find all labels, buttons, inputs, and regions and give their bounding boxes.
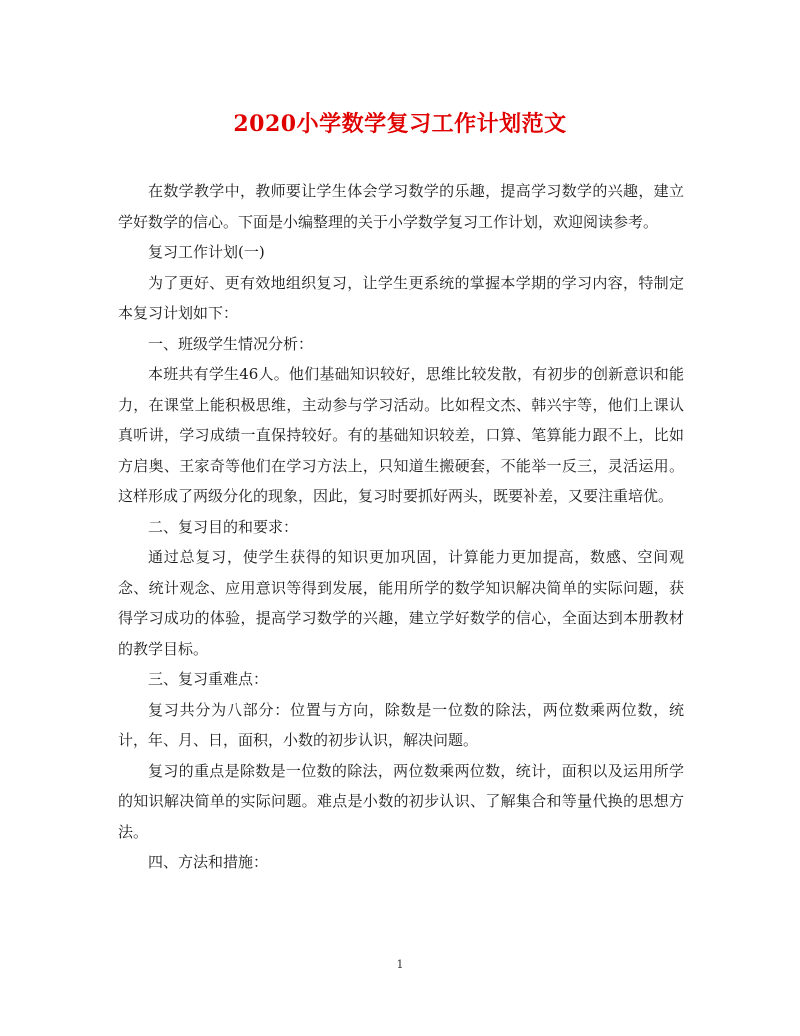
- document-title: 2020小学数学复习工作计划范文: [233, 111, 567, 137]
- paragraph-intro: 在数学教学中，教师要让学生体会学习数学的乐趣，提高学习数学的兴趣，建立学好数学的信心。下面是小编整理的关于小学数学复习工作计划，欢迎阅读参考。: [118, 182, 684, 231]
- heading-key-points: 三、复习重难点：: [148, 670, 269, 688]
- heading-methods: 四、方法和措施：: [148, 853, 269, 871]
- paragraph-class-analysis: 本班共有学生46人。他们基础知识较好，思维比较发散，有初步的创新意识和能力，在课堂上能积极思维，主动参与学习活动。比如程文杰、韩兴宇等，他们上课认真听讲，学习成绩一直保持较好。有的基础知识较差，口算、笔算能力跟不上，比如方启奥、王家奇等他们在学习方法上，只知道生搬硬套，不能举一反三，灵活运用。这样形成了两级分化的现象，因此，复习时要抓好两头，既要补差，又要注重培优。: [118, 365, 684, 505]
- paragraph-key-difficult: 复习的重点是除数是一位数的除法，两位数乘两位数，统计，面积以及运用所学的知识解决简单的实际问题。难点是小数的初步认识、了解集合和等量代换的思想方法。: [118, 761, 684, 841]
- heading-class-analysis: 一、班级学生情况分析：: [148, 334, 314, 353]
- page-number: 1: [396, 958, 404, 971]
- paragraph-goals: 通过总复习，使学生获得的知识更加巩固，计算能力更加提高，数感、空间观念、统计观念、应用意识等得到发展，能用所学的数学知识解决简单的实际问题，获得学习成功的体验，提高学习数学的兴趣，建立学好数学的信心，全面达到本册教材的教学目标。: [118, 548, 684, 658]
- document-body: [118, 176, 684, 878]
- paragraph-review-parts: 复习共分为八部分：位置与方向，除数是一位数的除法，两位数乘两位数，统计，年、月、日，面积，小数的初步认识，解决问题。: [118, 700, 684, 749]
- heading-goals: 二、复习目的和要求：: [148, 517, 299, 536]
- heading-plan-one: 复习工作计划(一): [148, 243, 265, 261]
- paragraph-purpose: 为了更好、更有效地组织复习，让学生更系统的掌握本学期的学习内容，特制定本复习计划如下：: [118, 273, 684, 322]
